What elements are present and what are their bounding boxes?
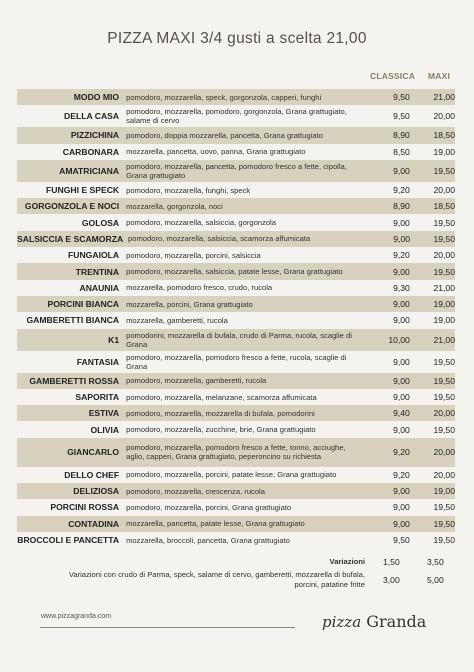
price-classica: 9,00: [393, 217, 410, 228]
price-classica: 9,00: [393, 375, 410, 386]
price-classica: 9,50: [393, 111, 410, 122]
price-classica: 9,20: [393, 185, 410, 196]
pizza-ingredients: mozzarella, gamberetti, rucola: [126, 315, 228, 325]
price-classica: 8,90: [393, 201, 410, 212]
menu-row: [17, 182, 455, 198]
price-classica: 9,50: [393, 535, 410, 546]
pizza-name: SALSICCIA E SCAMORZA: [17, 233, 124, 244]
price-classica: 9,00: [393, 392, 410, 402]
pizza-ingredients: pomodoro, mozzarella, pomodoro fresco a fette, tonno, acciughe, aglio, capperi, Grana grattugiato, peperoncino su richiesta: [126, 443, 346, 462]
pizza-name: ESTIVA: [88, 408, 120, 419]
menu-row: [17, 160, 455, 182]
variazioni-premium-row: [60, 570, 365, 592]
variazioni-row: [120, 557, 365, 567]
pizza-name: FUNGHI E SPECK: [46, 185, 120, 196]
price-classica: 9,00: [393, 165, 410, 176]
pizza-name: DELIZIOSA: [73, 486, 120, 497]
pizza-name: CONTADINA: [68, 518, 120, 529]
pizza-ingredients: pomodoro, mozzarella, mozzarella di bufala, pomodorini: [126, 408, 315, 418]
variazioni-premium-price-maxi: 5,00: [427, 575, 444, 585]
pizza-name: GIANCARLO: [67, 447, 120, 458]
menu-row: [17, 329, 455, 351]
price-maxi: 19,50: [433, 233, 455, 244]
pizza-ingredients: pomodoro, doppia mozzarella, pancetta, Grana grattugiato: [126, 130, 323, 140]
menu-row: [17, 198, 455, 214]
price-maxi: 19,50: [433, 502, 455, 513]
price-maxi: 19,50: [433, 266, 455, 277]
price-classica: 9,00: [393, 266, 410, 277]
pizza-menu-table: [17, 89, 455, 548]
price-classica: 9,40: [393, 408, 410, 419]
pizza-name: FANTASIA: [76, 356, 120, 367]
pizza-ingredients: pomodoro, mozzarella, porcini, patate lesse, Grana grattugiato: [126, 470, 337, 480]
menu-row: [17, 389, 455, 405]
pizza-ingredients: pomodoro, mozzarella, melanzane, scamorza affumicata: [126, 392, 317, 402]
pizza-name: SAPORITA: [75, 392, 120, 402]
menu-row: [17, 467, 455, 483]
pizza-name: PORCINI ROSSA: [50, 502, 120, 513]
pizza-ingredients: pomodoro, mozzarella, porcini, Grana grattugiato: [126, 502, 292, 512]
pizza-name: BROCCOLI E PANCETTA: [17, 535, 120, 546]
variazioni-price-classica: 1,50: [383, 557, 400, 567]
price-maxi: 21,00: [433, 334, 455, 345]
price-maxi: 19,50: [433, 165, 455, 176]
menu-row: [17, 214, 455, 230]
pizza-ingredients: mozzarella, pancetta, uovo, panna, Grana grattugiato: [126, 147, 306, 157]
price-classica: 9,50: [393, 92, 410, 103]
price-classica: 9,00: [393, 299, 410, 310]
pizza-name: GOLOSA: [81, 217, 120, 228]
menu-row: [17, 127, 455, 143]
price-maxi: 19,50: [433, 535, 455, 546]
price-classica: 9,20: [393, 447, 410, 458]
menu-row: [17, 351, 455, 373]
price-classica: 9,00: [393, 486, 410, 497]
price-classica: 9,20: [393, 469, 410, 480]
menu-row: [17, 516, 455, 532]
pizza-name: CARBONARA: [62, 146, 120, 157]
price-maxi: 19,00: [433, 146, 455, 157]
pizza-ingredients: pomodoro, mozzarella, funghi, speck: [126, 185, 251, 195]
price-maxi: 20,00: [433, 250, 455, 261]
menu-row: [17, 89, 455, 105]
price-maxi: 19,50: [433, 518, 455, 529]
price-maxi: 19,50: [433, 392, 455, 402]
price-classica: 9,30: [393, 282, 410, 293]
column-header-classica: CLASSICA: [370, 71, 416, 81]
pizza-ingredients: pomodoro, mozzarella, salsiccia, gorgonzola: [126, 218, 276, 228]
pizza-name: MODO MIO: [73, 92, 120, 103]
website-url[interactable]: www.pizzagranda.com: [41, 613, 112, 620]
variazioni-premium-label: Variazioni con crudo di Parma, speck, salame di cervo, gamberetti, mozzarella di bufala, porcini, patatine fritte: [68, 570, 365, 589]
price-classica: 9,00: [393, 233, 411, 244]
price-maxi: 19,00: [433, 486, 455, 497]
menu-row: [17, 263, 455, 279]
pizza-ingredients: pomodoro, mozzarella, zucchine, brie, Grana grattugiato: [126, 425, 316, 435]
price-maxi: 19,50: [433, 217, 455, 228]
price-classica: 9,00: [393, 424, 410, 435]
pizza-name: FUNGAIOLA: [68, 250, 120, 261]
price-classica: 10,00: [388, 334, 410, 345]
pizza-ingredients: pomodoro, mozzarella, gamberetti, rucola: [126, 376, 267, 386]
pizza-name: PIZZICHINA: [70, 130, 120, 141]
pizza-ingredients: pomodoro, mozzarella, pomodoro, gorgonzola, Grana grattugiato, salame di cervo: [126, 107, 347, 126]
variazioni-label: Variazioni: [329, 557, 365, 566]
menu-row: [17, 105, 455, 127]
price-maxi: 18,50: [433, 201, 455, 212]
pizza-ingredients: pomodoro, mozzarella, porcini, salsiccia: [126, 250, 261, 260]
price-maxi: 19,00: [433, 299, 455, 310]
pizza-name: DELLA CASA: [64, 111, 120, 122]
price-maxi: 19,50: [433, 424, 455, 435]
price-classica: 9,00: [393, 502, 410, 513]
menu-row: [17, 247, 455, 263]
menu-row: [17, 438, 455, 467]
price-maxi: 20,00: [433, 447, 455, 458]
pizza-name: ANAUNIA: [79, 282, 120, 293]
pizza-ingredients: pomodoro, mozzarella, speck, gorgonzola, capperi, funghi: [126, 92, 322, 102]
menu-row: [17, 421, 455, 437]
pizza-name: GAMBERETTI ROSSA: [29, 375, 120, 386]
menu-title: PIZZA MAXI 3/4 gusti a scelta 21,00: [107, 30, 367, 47]
menu-row: [17, 312, 455, 328]
pizza-ingredients: pomodorini, mozzarella di bufala, crudo di Parma, rucola, scaglie di Grana: [126, 330, 352, 349]
pizza-ingredients: mozzarella, porcini, Grana grattugiato: [126, 299, 253, 309]
price-classica: 8,50: [393, 146, 410, 157]
variazioni-premium-price-classica: 3,00: [383, 575, 400, 585]
pizza-ingredients: mozzarella, pancetta, patate lesse, Grana grattugiato: [126, 519, 305, 529]
price-classica: 9,00: [393, 315, 410, 326]
pizza-ingredients: pomodoro, mozzarella, crescenza, rucola: [126, 486, 265, 496]
menu-row: [17, 280, 455, 296]
pizza-ingredients: pomodoro, mozzarella, pomodoro fresco a fette, rucola, scaglie di Grana: [126, 352, 347, 371]
menu-row: [17, 405, 455, 421]
pizza-name: DELLO CHEF: [64, 469, 120, 480]
pizza-name: GORGONZOLA E NOCI: [24, 201, 120, 212]
logo-granda-text: Granda: [366, 612, 427, 631]
pizza-name: AMATRICIANA: [59, 165, 120, 176]
menu-row: [17, 144, 455, 160]
menu-row: [17, 231, 455, 247]
price-maxi: 18,50: [433, 130, 455, 141]
pizza-ingredients: mozzarella, gorgonzola, noci: [126, 201, 223, 211]
price-maxi: 21,00: [433, 282, 455, 293]
pizza-granda-logo: [322, 612, 426, 631]
pizza-ingredients: pomodoro, mozzarella, salsiccia, patate lesse, Grana grattugiato: [126, 267, 343, 277]
pizza-name: K1: [108, 334, 120, 345]
price-classica: 9,20: [393, 250, 410, 261]
menu-row: [17, 532, 455, 548]
pizza-name: TRENTINA: [75, 266, 120, 277]
footer-divider: [40, 627, 295, 628]
price-maxi: 20,00: [433, 111, 455, 122]
price-maxi: 20,00: [433, 185, 455, 196]
price-maxi: 19,50: [433, 375, 455, 386]
variazioni-price-maxi: 3,50: [427, 557, 444, 567]
menu-row: [17, 296, 455, 312]
price-maxi: 20,00: [433, 469, 455, 480]
price-maxi: 20,00: [433, 408, 455, 419]
logo-pizza-text: pizza: [322, 613, 362, 631]
column-header-maxi: MAXI: [428, 71, 451, 81]
price-maxi: 19,50: [433, 356, 455, 367]
pizza-ingredients: mozzarella, pomodoro fresco, crudo, rucola: [126, 283, 273, 293]
price-classica: 8,90: [393, 130, 410, 141]
price-classica: 9,00: [393, 518, 410, 529]
pizza-name: PORCINI BIANCA: [47, 299, 120, 310]
menu-row: [17, 373, 455, 389]
menu-row: [17, 483, 455, 499]
pizza-ingredients: pomodoro, mozzarella, pancetta, pomodoro fresco a fette, cipolla, Grana grattugiato: [126, 161, 347, 180]
price-maxi: 21,00: [433, 92, 455, 103]
pizza-name: OLIVIA: [90, 424, 120, 435]
menu-row: [17, 499, 455, 515]
pizza-ingredients: pomodoro, mozzarella, salsiccia, scamorza affumicata: [128, 234, 311, 244]
pizza-name: GAMBERETTI BIANCA: [26, 315, 120, 326]
pizza-ingredients: mozzarella, broccoli, pancetta, Grana grattugiato: [126, 535, 290, 545]
price-maxi: 19,00: [433, 315, 455, 326]
price-classica: 9,00: [393, 356, 410, 367]
